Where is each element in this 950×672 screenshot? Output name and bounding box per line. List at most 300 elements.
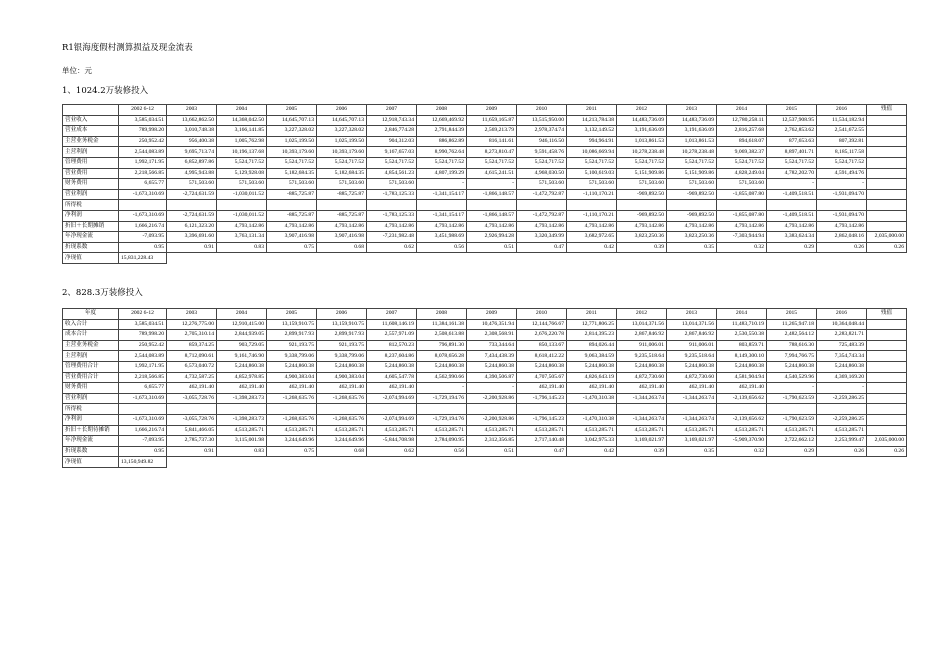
year-header-cell: 2008 bbox=[417, 105, 467, 116]
year-header-cell: 2007 bbox=[367, 105, 417, 116]
value-cell: 2,544,083.89 bbox=[119, 147, 167, 158]
value-cell: 9,069,382.37 bbox=[717, 147, 767, 158]
value-cell: -2,074,994.69 bbox=[367, 414, 417, 425]
year-header-cell: 2002 6-12 bbox=[119, 309, 167, 320]
empty-cell bbox=[817, 253, 867, 264]
value-cell: 789,998.20 bbox=[119, 330, 167, 341]
value-cell: 0.83 bbox=[217, 242, 267, 253]
value-cell: 5,244,860.38 bbox=[367, 361, 417, 372]
value-cell bbox=[119, 200, 167, 211]
value-cell: -2,200,928.86 bbox=[467, 393, 517, 404]
value-cell: 0.56 bbox=[417, 446, 467, 457]
value-cell: 571,503.60 bbox=[567, 179, 617, 190]
value-cell: 0.47 bbox=[517, 446, 567, 457]
value-cell: 4,852,978.85 bbox=[217, 372, 267, 383]
value-cell: 2,541,672.55 bbox=[817, 126, 867, 137]
empty-cell bbox=[217, 253, 267, 264]
year-header-cell: 2004 bbox=[217, 105, 267, 116]
unit-label: 单位：元 bbox=[62, 66, 92, 75]
value-cell: 2,844,939.05 bbox=[217, 330, 267, 341]
table-row bbox=[63, 319, 907, 330]
row-label-cell: 营业收入 bbox=[63, 115, 119, 126]
empty-cell bbox=[667, 253, 717, 264]
value-cell bbox=[317, 404, 367, 415]
value-cell: 2,717,140.48 bbox=[517, 436, 567, 447]
year-header-cell: 2007 bbox=[367, 309, 417, 320]
value-cell: 5,244,860.38 bbox=[817, 361, 867, 372]
empty-cell bbox=[467, 457, 517, 468]
value-cell: 4,793,142.86 bbox=[767, 221, 817, 232]
value-cell bbox=[817, 404, 867, 415]
table-row bbox=[63, 436, 907, 447]
year-header-cell: 2003 bbox=[167, 309, 217, 320]
value-cell: 0.47 bbox=[517, 242, 567, 253]
value-cell: 4,707,505.67 bbox=[517, 372, 567, 383]
value-cell: 0.83 bbox=[217, 446, 267, 457]
value-cell: - bbox=[417, 383, 467, 394]
value-cell bbox=[167, 404, 217, 415]
value-cell: 6,121,323.20 bbox=[167, 221, 217, 232]
value-cell: 0.32 bbox=[717, 242, 767, 253]
value-cell: 3,115,001.98 bbox=[217, 436, 267, 447]
value-cell bbox=[867, 330, 907, 341]
year-header-cell: 2012 bbox=[617, 309, 667, 320]
empty-cell bbox=[317, 457, 367, 468]
value-cell: 3,191,636.09 bbox=[667, 126, 717, 137]
value-cell: 4,793,142.86 bbox=[567, 221, 617, 232]
value-cell: 5,524,717.52 bbox=[667, 157, 717, 168]
row-label-cell: 主营利润 bbox=[63, 351, 119, 362]
value-cell: 2,785,737.30 bbox=[167, 436, 217, 447]
year-header-cell: 2005 bbox=[267, 105, 317, 116]
year-header-cell: 2015 bbox=[767, 309, 817, 320]
value-cell: 462,191.40 bbox=[367, 383, 417, 394]
value-cell: -1,470,310.38 bbox=[567, 393, 617, 404]
value-cell: 3,169,021.97 bbox=[667, 436, 717, 447]
value-cell: 0.35 bbox=[667, 446, 717, 457]
value-cell: -1,931,094.70 bbox=[817, 189, 867, 200]
value-cell: -1,110,170.21 bbox=[567, 210, 617, 221]
value-cell: 4,793,142.86 bbox=[717, 221, 767, 232]
value-cell: 4,562,990.66 bbox=[417, 372, 467, 383]
row-label-cell: 营业费用 bbox=[63, 168, 119, 179]
year-header-cell: 2003 bbox=[167, 105, 217, 116]
value-cell: 13,014,371.56 bbox=[617, 319, 667, 330]
table-row bbox=[63, 168, 907, 179]
row-label-cell: 折现系数 bbox=[63, 242, 119, 253]
value-cell: -1,796,145.23 bbox=[517, 393, 567, 404]
section-2-heading: 2、828.3万装修投入 bbox=[62, 288, 143, 298]
value-cell: 4,793,142.86 bbox=[817, 221, 867, 232]
value-cell: 4,513,285.71 bbox=[517, 425, 567, 436]
value-cell: 4,581,904.94 bbox=[717, 372, 767, 383]
value-cell: 8,273,810.47 bbox=[467, 147, 517, 158]
value-cell: 812,570.23 bbox=[367, 340, 417, 351]
value-cell: 4,872,730.60 bbox=[617, 372, 667, 383]
npv-row bbox=[63, 253, 907, 264]
value-cell: 0.26 bbox=[817, 446, 867, 457]
value-cell: 2,035,000.00 bbox=[867, 436, 907, 447]
value-cell: 1,005,762.98 bbox=[217, 136, 267, 147]
value-cell: -7,093.95 bbox=[119, 436, 167, 447]
value-cell: 5,524,717.52 bbox=[717, 157, 767, 168]
table-row bbox=[63, 179, 907, 190]
value-cell bbox=[817, 200, 867, 211]
value-cell: 0.62 bbox=[367, 446, 417, 457]
value-cell: -969,892.50 bbox=[617, 189, 667, 200]
year-header-cell: 残值 bbox=[867, 309, 907, 320]
year-header-cell: 2009 bbox=[467, 309, 517, 320]
value-cell: -1,931,094.70 bbox=[817, 210, 867, 221]
value-cell bbox=[417, 200, 467, 211]
table-row bbox=[63, 210, 907, 221]
value-cell: 4,732,587.25 bbox=[167, 372, 217, 383]
value-cell: 9,235,518.64 bbox=[617, 351, 667, 362]
value-cell: 5,151,909.86 bbox=[617, 168, 667, 179]
value-cell: 462,191.40 bbox=[317, 383, 367, 394]
value-cell: 2,253,999.47 bbox=[817, 436, 867, 447]
value-cell: 4,782,202.70 bbox=[767, 168, 817, 179]
value-cell: 250,952.42 bbox=[119, 136, 167, 147]
value-cell: 807,392.81 bbox=[817, 136, 867, 147]
value-cell: 994,964.91 bbox=[567, 136, 617, 147]
value-cell: 11,384,161.38 bbox=[417, 319, 467, 330]
value-cell: 0.26 bbox=[867, 242, 907, 253]
value-cell: 6,655.77 bbox=[119, 383, 167, 394]
value-cell: 0.95 bbox=[119, 446, 167, 457]
value-cell: 10,196,137.68 bbox=[217, 147, 267, 158]
value-cell: 0.75 bbox=[267, 446, 317, 457]
value-cell: 0.26 bbox=[817, 242, 867, 253]
year-header-cell: 2012 bbox=[617, 105, 667, 116]
table-row bbox=[63, 200, 907, 211]
value-cell: 2,816,257.68 bbox=[717, 126, 767, 137]
value-cell: -1,268,635.76 bbox=[267, 393, 317, 404]
value-cell: -1,409,518.51 bbox=[767, 189, 817, 200]
row-label-cell: 成本合计 bbox=[63, 330, 119, 341]
value-cell: 10,393,179.60 bbox=[317, 147, 367, 158]
value-cell: 12,669,469.92 bbox=[417, 115, 467, 126]
value-cell: 5,524,717.52 bbox=[267, 157, 317, 168]
value-cell: 2,722,662.12 bbox=[767, 436, 817, 447]
table-row bbox=[63, 126, 907, 137]
value-cell: 571,503.60 bbox=[217, 179, 267, 190]
value-cell: -1,783,125.33 bbox=[367, 189, 417, 200]
value-cell: 1,666,216.74 bbox=[119, 425, 167, 436]
value-cell: -5,844,708.98 bbox=[367, 436, 417, 447]
empty-cell bbox=[717, 253, 767, 264]
value-cell bbox=[867, 157, 907, 168]
value-cell bbox=[867, 414, 907, 425]
value-cell: 4,826,643.19 bbox=[567, 372, 617, 383]
value-cell: 5,524,717.52 bbox=[317, 157, 367, 168]
value-cell: 5,100,619.03 bbox=[567, 168, 617, 179]
value-cell: 0.51 bbox=[467, 446, 517, 457]
value-cell bbox=[217, 404, 267, 415]
empty-cell bbox=[367, 253, 417, 264]
value-cell: - bbox=[767, 179, 817, 190]
value-cell: 4,793,142.86 bbox=[467, 221, 517, 232]
row-label-cell: 所得税 bbox=[63, 404, 119, 415]
empty-cell bbox=[767, 457, 817, 468]
value-cell: 816,141.61 bbox=[467, 136, 517, 147]
value-cell: 877,653.63 bbox=[767, 136, 817, 147]
value-cell: -1,796,145.23 bbox=[517, 414, 567, 425]
value-cell: 3,244,649.96 bbox=[267, 436, 317, 447]
value-cell bbox=[617, 404, 667, 415]
value-cell: 9,235,518.64 bbox=[667, 351, 717, 362]
value-cell bbox=[867, 351, 907, 362]
value-cell: -969,892.50 bbox=[667, 189, 717, 200]
year-header-cell: 残值 bbox=[867, 105, 907, 116]
table-row bbox=[63, 136, 907, 147]
value-cell: 4,513,285.71 bbox=[467, 425, 517, 436]
empty-cell bbox=[167, 253, 217, 264]
value-cell: 571,503.60 bbox=[667, 179, 717, 190]
value-cell: 1,666,216.74 bbox=[119, 221, 167, 232]
value-cell: 3,320,349.99 bbox=[517, 232, 567, 243]
value-cell: 4,513,285.71 bbox=[567, 425, 617, 436]
table-row bbox=[63, 361, 907, 372]
npv-label: 净现值 bbox=[63, 457, 119, 468]
value-cell: 9,591,458.76 bbox=[517, 147, 567, 158]
value-cell: 4,900,383.04 bbox=[267, 372, 317, 383]
value-cell: 2,926,994.28 bbox=[467, 232, 517, 243]
value-cell: 0.95 bbox=[119, 242, 167, 253]
value-cell: 2,482,564.12 bbox=[767, 330, 817, 341]
value-cell: 3,244,649.96 bbox=[317, 436, 367, 447]
value-cell: 4,793,142.86 bbox=[267, 221, 317, 232]
value-cell: 3,823,250.36 bbox=[667, 232, 717, 243]
empty-cell bbox=[317, 253, 367, 264]
empty-cell bbox=[767, 253, 817, 264]
value-cell: 3,585,034.51 bbox=[119, 115, 167, 126]
value-cell bbox=[417, 404, 467, 415]
value-cell: 3,396,691.60 bbox=[167, 232, 217, 243]
value-cell: 9,063,384.59 bbox=[567, 351, 617, 362]
value-cell: -2,139,656.62 bbox=[717, 414, 767, 425]
value-cell bbox=[867, 361, 907, 372]
row-label-cell: 年净现金流 bbox=[63, 232, 119, 243]
value-cell: -2,259,286.25 bbox=[817, 414, 867, 425]
year-header-cell: 2014 bbox=[717, 309, 767, 320]
value-cell: -1,729,194.76 bbox=[417, 393, 467, 404]
value-cell: 4,828,249.04 bbox=[717, 168, 767, 179]
value-cell: 2,762,853.62 bbox=[767, 126, 817, 137]
value-cell: 4,513,285.71 bbox=[817, 425, 867, 436]
value-cell bbox=[617, 200, 667, 211]
value-cell: 9,167,657.03 bbox=[367, 147, 417, 158]
empty-cell bbox=[567, 457, 617, 468]
table-row bbox=[63, 330, 907, 341]
year-header-cell: 2009 bbox=[467, 105, 517, 116]
value-cell: -1,110,170.21 bbox=[567, 189, 617, 200]
value-cell: 0.42 bbox=[567, 242, 617, 253]
value-cell: 4,591,494.76 bbox=[817, 168, 867, 179]
row-label-cell: 折现系数 bbox=[63, 446, 119, 457]
value-cell: -1,855,087.80 bbox=[717, 189, 767, 200]
value-cell bbox=[517, 404, 567, 415]
value-cell: 462,191.40 bbox=[517, 383, 567, 394]
year-header-cell: 2014 bbox=[717, 105, 767, 116]
value-cell: 3,907,416.98 bbox=[317, 232, 367, 243]
value-cell: 571,503.60 bbox=[267, 179, 317, 190]
cashflow-table-2 bbox=[62, 308, 907, 468]
value-cell: -2,724,631.59 bbox=[167, 189, 217, 200]
value-cell: 0.68 bbox=[317, 446, 367, 457]
empty-cell bbox=[867, 253, 907, 264]
value-cell bbox=[367, 200, 417, 211]
empty-cell bbox=[417, 457, 467, 468]
value-cell: 2,544,083.89 bbox=[119, 351, 167, 362]
value-cell: 4,793,142.86 bbox=[217, 221, 267, 232]
year-header-cell: 2006 bbox=[317, 309, 367, 320]
value-cell bbox=[867, 147, 907, 158]
value-cell: 12,780,258.11 bbox=[717, 115, 767, 126]
value-cell: 571,503.60 bbox=[367, 179, 417, 190]
value-cell bbox=[867, 126, 907, 137]
value-cell bbox=[867, 210, 907, 221]
value-cell: 911,006.01 bbox=[667, 340, 717, 351]
year-header-cell: 2002 6-12 bbox=[119, 105, 167, 116]
value-cell: 8,897,401.71 bbox=[767, 147, 817, 158]
value-cell: -1,268,635.76 bbox=[317, 393, 367, 404]
value-cell: 12,537,908.95 bbox=[767, 115, 817, 126]
value-cell bbox=[717, 404, 767, 415]
value-cell bbox=[267, 200, 317, 211]
value-cell: 4,995,943.88 bbox=[167, 168, 217, 179]
empty-cell bbox=[617, 253, 667, 264]
value-cell: 571,503.60 bbox=[517, 179, 567, 190]
value-cell: 921,193.75 bbox=[267, 340, 317, 351]
value-cell: 2,978,374.74 bbox=[517, 126, 567, 137]
year-header-cell: 2016 bbox=[817, 105, 867, 116]
value-cell: -1,344,263.74 bbox=[617, 393, 667, 404]
year-header-cell: 2010 bbox=[517, 105, 567, 116]
value-cell: 13,159,910.75 bbox=[317, 319, 367, 330]
value-cell bbox=[517, 200, 567, 211]
table-row bbox=[63, 242, 907, 253]
value-cell bbox=[367, 404, 417, 415]
row-label-cell: 净利润 bbox=[63, 414, 119, 425]
value-cell: 921,193.75 bbox=[317, 340, 367, 351]
document-title: R1银海度假村测算损益及现金流表 bbox=[62, 43, 193, 53]
value-cell: 7,354,743.34 bbox=[817, 351, 867, 362]
value-cell: 904,312.03 bbox=[367, 136, 417, 147]
value-cell: 5,244,860.38 bbox=[667, 361, 717, 372]
value-cell: 10,393,179.60 bbox=[267, 147, 317, 158]
value-cell: 4,793,142.86 bbox=[667, 221, 717, 232]
value-cell: 14,645,707.13 bbox=[267, 115, 317, 126]
value-cell bbox=[217, 200, 267, 211]
value-cell: 2,530,550.38 bbox=[717, 330, 767, 341]
value-cell: 2,899,917.93 bbox=[267, 330, 317, 341]
value-cell: 5,244,860.38 bbox=[267, 361, 317, 372]
value-cell: 10,364,048.44 bbox=[817, 319, 867, 330]
value-cell: -1,673,310.69 bbox=[119, 210, 167, 221]
value-cell: 2,557,971.09 bbox=[367, 330, 417, 341]
value-cell: -2,259,286.25 bbox=[817, 393, 867, 404]
value-cell: 5,182,684.35 bbox=[317, 168, 367, 179]
value-cell: -885,725.87 bbox=[267, 189, 317, 200]
value-cell bbox=[867, 168, 907, 179]
value-cell: 1,992,171.95 bbox=[119, 157, 167, 168]
value-cell: -1,268,635.76 bbox=[267, 414, 317, 425]
value-cell bbox=[867, 393, 907, 404]
value-cell: 571,503.60 bbox=[167, 179, 217, 190]
empty-cell bbox=[467, 253, 517, 264]
value-cell: 4,900,383.04 bbox=[317, 372, 367, 383]
row-label-cell: 财务费用 bbox=[63, 383, 119, 394]
value-cell: - bbox=[417, 179, 467, 190]
value-cell: 2,814,395.23 bbox=[567, 330, 617, 341]
value-cell: -1,866,148.57 bbox=[467, 189, 517, 200]
row-label-cell: 折旧＋长期待摊销 bbox=[63, 425, 119, 436]
table-row bbox=[63, 446, 907, 457]
value-cell bbox=[867, 340, 907, 351]
year-header-cell: 2010 bbox=[517, 309, 567, 320]
table-row bbox=[63, 221, 907, 232]
value-cell: 9,161,746.90 bbox=[217, 351, 267, 362]
value-cell: 4,513,285.71 bbox=[767, 425, 817, 436]
row-label-cell: 主营业务税金 bbox=[63, 136, 119, 147]
value-cell bbox=[867, 136, 907, 147]
value-cell bbox=[867, 319, 907, 330]
value-cell: 2,569,213.79 bbox=[467, 126, 517, 137]
value-cell: 5,524,717.52 bbox=[817, 157, 867, 168]
table-row bbox=[63, 393, 907, 404]
value-cell: 911,006.01 bbox=[617, 340, 667, 351]
value-cell bbox=[867, 425, 907, 436]
value-cell: 796,891.30 bbox=[417, 340, 467, 351]
value-cell: 13,515,950.00 bbox=[517, 115, 567, 126]
year-header-cell: 2013 bbox=[667, 105, 717, 116]
value-cell: 6,852,897.86 bbox=[167, 157, 217, 168]
value-cell: 4,615,241.51 bbox=[467, 168, 517, 179]
value-cell: 4,513,285.71 bbox=[317, 425, 367, 436]
value-cell: 2,218,566.85 bbox=[119, 168, 167, 179]
value-cell: 1,025,199.50 bbox=[317, 136, 367, 147]
empty-cell bbox=[217, 457, 267, 468]
value-cell: 894,618.07 bbox=[717, 136, 767, 147]
value-cell: 3,682,972.65 bbox=[567, 232, 617, 243]
value-cell: -885,725.87 bbox=[317, 210, 367, 221]
value-cell: -885,725.87 bbox=[267, 210, 317, 221]
value-cell: 13,662,862.50 bbox=[167, 115, 217, 126]
value-cell: 2,035,000.00 bbox=[867, 232, 907, 243]
value-cell: 3,451,988.69 bbox=[417, 232, 467, 243]
value-cell bbox=[867, 372, 907, 383]
value-cell: -1,268,635.76 bbox=[317, 414, 367, 425]
value-cell: 9,695,713.74 bbox=[167, 147, 217, 158]
value-cell: 4,968,030.50 bbox=[517, 168, 567, 179]
table-row bbox=[63, 157, 907, 168]
table-row bbox=[63, 340, 907, 351]
value-cell: -2,200,928.86 bbox=[467, 414, 517, 425]
value-cell: 571,503.60 bbox=[717, 179, 767, 190]
value-cell: 956,400.38 bbox=[167, 136, 217, 147]
value-cell: -969,892.50 bbox=[667, 210, 717, 221]
value-cell: 4,513,285.71 bbox=[617, 425, 667, 436]
value-cell: 3,132,149.52 bbox=[567, 126, 617, 137]
value-cell: 788,616.30 bbox=[767, 340, 817, 351]
value-cell: 4,807,199.29 bbox=[417, 168, 467, 179]
value-cell: 4,540,529.96 bbox=[767, 372, 817, 383]
value-cell: 0.42 bbox=[567, 446, 617, 457]
year-header-cell: 2016 bbox=[817, 309, 867, 320]
value-cell: 894,026.44 bbox=[567, 340, 617, 351]
value-cell: -7,303,944.94 bbox=[717, 232, 767, 243]
